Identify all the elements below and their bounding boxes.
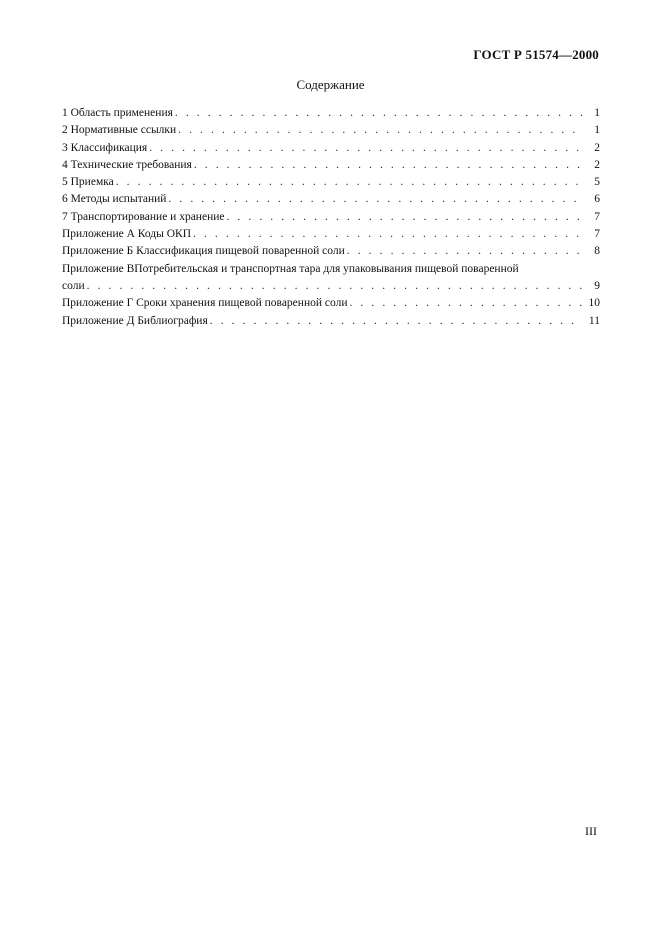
- toc-entry[interactable]: [62, 243, 600, 260]
- toc-entry-page: 1: [594, 107, 600, 119]
- toc-entry-label: 7 Транспортирование и хранение: [62, 210, 225, 223]
- toc-entry-label: 2 Нормативные ссылки: [62, 124, 177, 137]
- toc-entry-page: 7: [594, 210, 600, 223]
- toc-entry[interactable]: [62, 278, 600, 295]
- toc-leader-dots: [178, 122, 582, 139]
- page-number: III: [585, 824, 597, 838]
- toc-leader-dots: [87, 278, 582, 295]
- toc-entry[interactable]: [62, 105, 600, 122]
- toc-entry-page: 7: [594, 228, 600, 241]
- toc-entry-page: 8: [594, 245, 600, 258]
- toc-entry[interactable]: [62, 174, 600, 191]
- toc-leader-dots: [349, 295, 582, 312]
- toc-entry-label: Приложение Б Классификация пищевой поваренной соли: [62, 245, 345, 258]
- document-code: ГОСТ Р 51574—2000: [473, 47, 599, 62]
- toc-entry-page: 6: [594, 193, 600, 206]
- toc-entry-label: 6 Методы испытаний: [62, 193, 167, 206]
- toc-entry-label: Приложение А Коды ОКП: [62, 228, 192, 241]
- toc-entry-label: Приложение Д Библиография: [62, 314, 208, 327]
- toc-leader-dots: [149, 140, 582, 157]
- toc-entry-label: Приложение Г Сроки хранения пищевой поваренной соли: [62, 297, 348, 310]
- toc-entry[interactable]: [62, 140, 600, 157]
- toc-entry-page: 5: [594, 176, 600, 189]
- toc-leader-dots: [193, 226, 582, 243]
- toc-entry-page: 9: [594, 279, 600, 292]
- toc-leader-dots: [210, 313, 582, 330]
- toc-leader-dots: [116, 174, 582, 191]
- toc-leader-dots: [168, 191, 582, 208]
- toc-entry-page: 10: [588, 297, 600, 310]
- toc-title: Содержание: [296, 77, 365, 92]
- toc-entry-label: соли: [62, 279, 85, 292]
- toc-leader-dots: [226, 209, 582, 226]
- toc-entry[interactable]: [62, 313, 600, 330]
- toc-entry-label: 3 Классификация: [62, 141, 148, 154]
- toc-entry-page: 11: [588, 314, 600, 327]
- toc-entry[interactable]: [62, 226, 600, 243]
- toc-leader-dots: [194, 157, 582, 174]
- toc-entry[interactable]: [62, 191, 600, 208]
- toc-entry[interactable]: [62, 157, 600, 174]
- toc-entry-label: 1 Область применения: [62, 107, 173, 119]
- toc-entry-label: 5 Приемка: [62, 176, 114, 189]
- toc-entry[interactable]: [62, 122, 600, 139]
- toc-leader-dots: [175, 105, 582, 122]
- table-of-contents: [62, 105, 600, 330]
- toc-entry-page: 2: [594, 141, 600, 154]
- toc-entry[interactable]: [62, 295, 600, 312]
- toc-entry[interactable]: [62, 209, 600, 226]
- toc-entry-line1[interactable]: Приложение ВПотребительская и транспортная тара для упаковывания пищевой поваренной: [62, 262, 519, 275]
- toc-entry-page: 2: [594, 158, 600, 171]
- toc-leader-dots: [347, 243, 582, 260]
- toc-entry-label: 4 Технические требования: [62, 158, 192, 171]
- toc-entry-page: 1: [594, 124, 600, 137]
